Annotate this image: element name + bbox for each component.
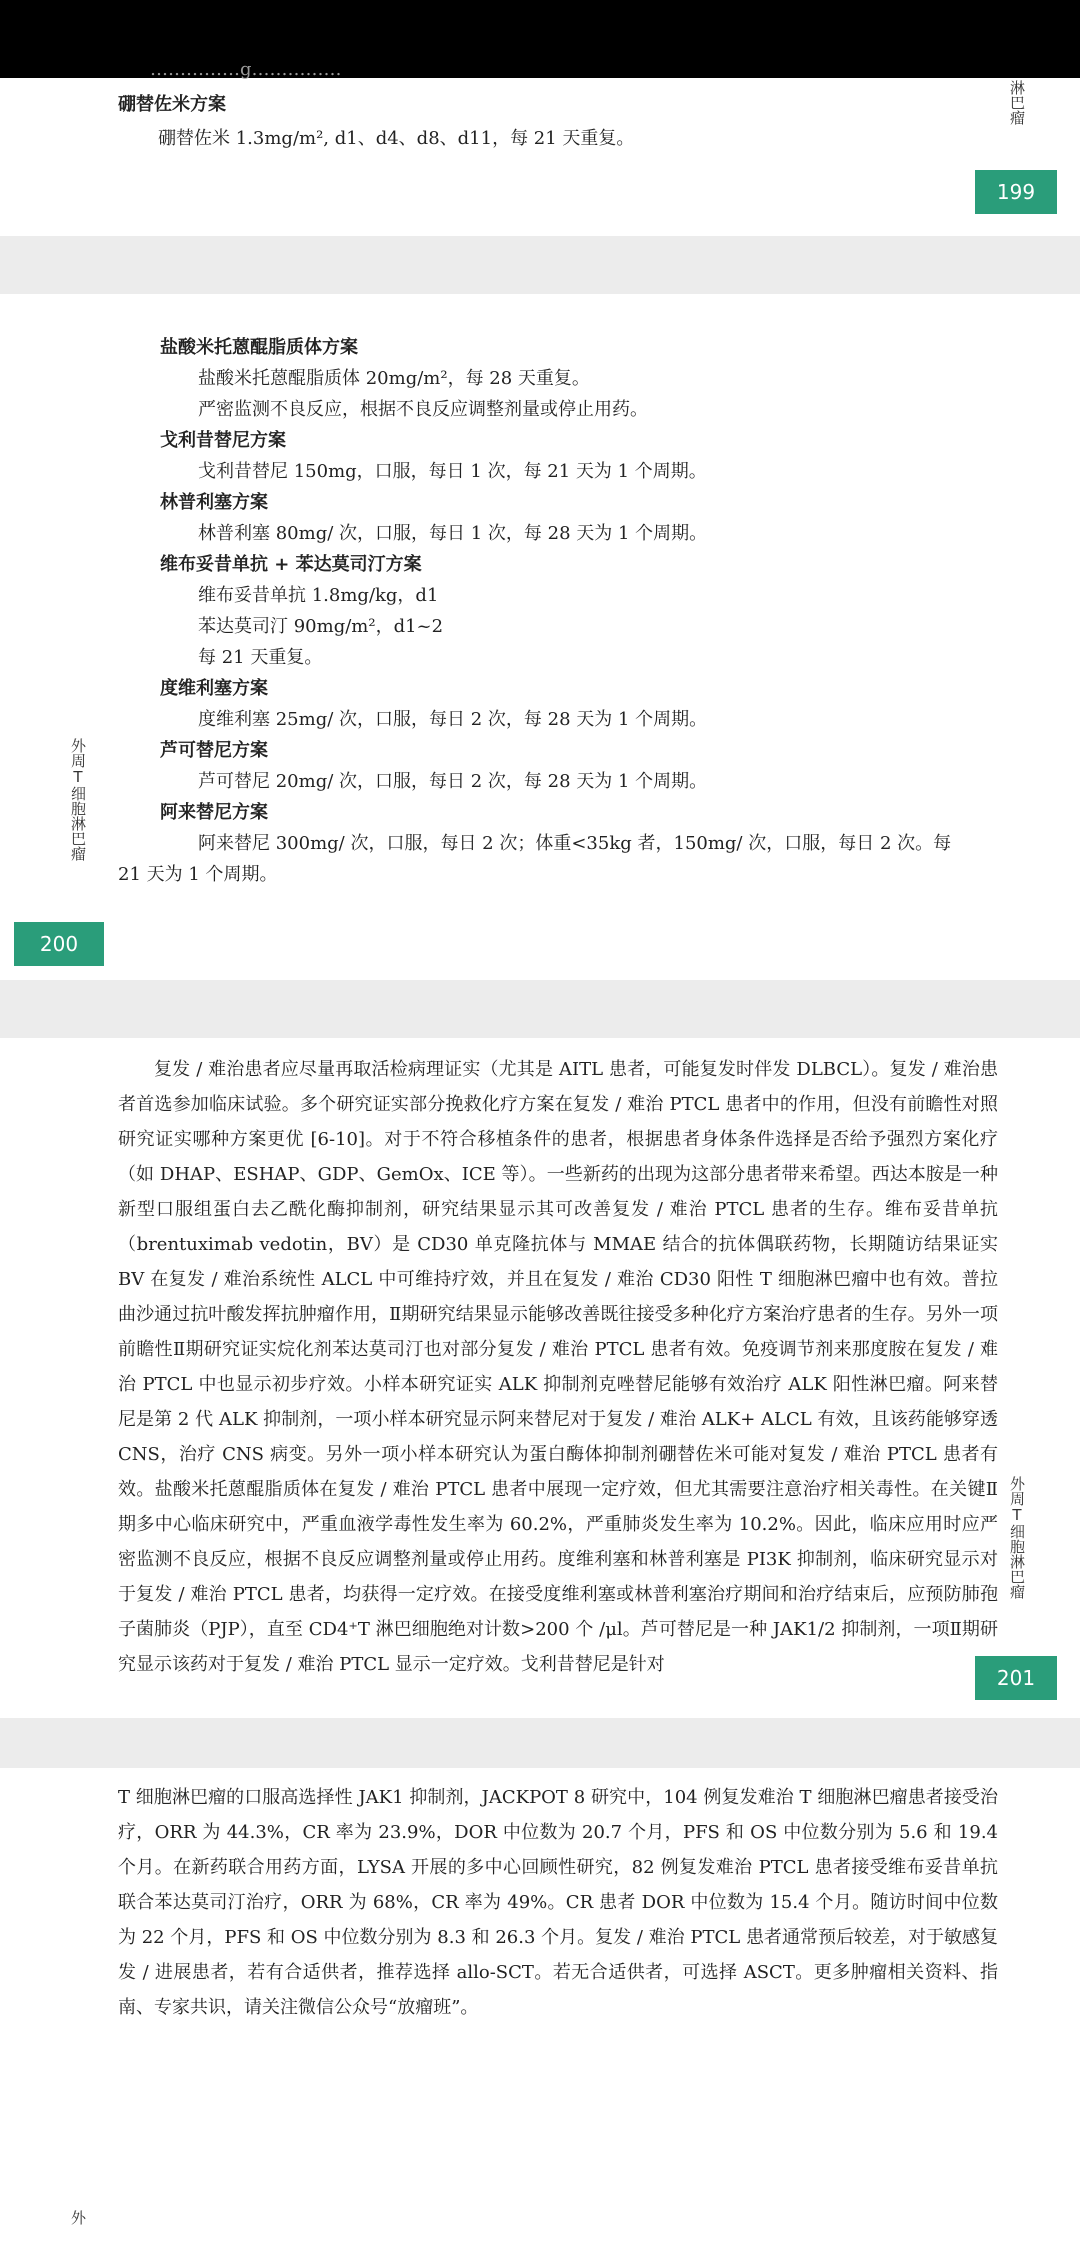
side-label: 外	[69, 2210, 87, 2225]
regimen-heading: 阿来替尼方案	[160, 802, 268, 823]
regimen-line: 戈利昔替尼 150mg，口服，每日 1 次，每 21 天为 1 个周期。	[198, 461, 707, 482]
regimen-line: 苯达莫司汀 90mg/m²，d1~2	[198, 616, 444, 637]
regimen-heading: 维布妥昔单抗 + 苯达莫司汀方案	[160, 554, 422, 575]
paragraph-text: T 细胞淋巴瘤的口服高选择性 JAK1 抑制剂，JACKPOT 8 研究中，104 例复发难治 T 细胞淋巴瘤患者接受治疗，ORR 为 44.3%，CR 率为 23.9%，DOR 中位数为 20.7 个月，PFS 和 OS 中位数分别为 5.6 和 19.4 个月。在新药联合用药方面，LYSA 开展的多中心回顾性研究，82 例复发难治 PTCL 患者接受维布妥昔单抗联合苯达莫司汀治疗，ORR 为 68%，CR 率为 49%。CR 患者 DOR 中位数为 15.4 个月。随访时间中位数为 22 个月，PFS 和 OS 中位数分别为 8.3 和 26.3 个月。复发 / 难治 PTCL 患者通常预后较差，对于敏感复发 / 进展患者，若有合适供者，推荐选择 allo-SCT。若无合适供者，可选择 ASCT。更多肿瘤相关资料、指南、专家共识，请关注微信公众号“放瘤班”。	[118, 1787, 998, 2018]
page-gap	[0, 1718, 1080, 1768]
page-202	[0, 1768, 1080, 2244]
body-paragraph	[118, 1780, 998, 2025]
regimen-heading: 度维利塞方案	[160, 678, 268, 699]
regimen-line: 度维利塞 25mg/ 次，口服，每日 2 次，每 28 天为 1 个周期。	[198, 709, 708, 730]
section-heading: 硼替佐米方案	[118, 94, 226, 115]
cut-line: ……………g……………	[150, 59, 342, 80]
regimen-line: 维布妥昔单抗 1.8mg/kg，d1	[198, 585, 439, 606]
side-label: 外周T细胞淋巴瘤	[1008, 1476, 1026, 1599]
body-paragraph	[118, 1052, 998, 1682]
page-number: 201	[975, 1656, 1057, 1700]
regimen-heading: 林普利塞方案	[160, 492, 268, 513]
regimen-line: 严密监测不良反应，根据不良反应调整剂量或停止用药。	[198, 399, 648, 420]
regimen-line: 芦可替尼 20mg/ 次，口服，每日 2 次，每 28 天为 1 个周期。	[198, 771, 708, 792]
regimen-line: 林普利塞 80mg/ 次，口服，每日 1 次，每 28 天为 1 个周期。	[198, 523, 708, 544]
regimen-heading: 戈利昔替尼方案	[160, 430, 286, 451]
side-label: 淋巴瘤	[1008, 80, 1026, 125]
regimen-line: 阿来替尼 300mg/ 次，口服，每日 2 次；体重<35kg 者，150mg/ 次，口服，每日 2 次。每	[198, 833, 952, 854]
regimen-line: 硼替佐米 1.3mg/m², d1、d4、d8、d11，每 21 天重复。	[158, 128, 635, 149]
page-201	[0, 1038, 1080, 1718]
side-label: 外周T细胞淋巴瘤	[69, 738, 87, 861]
page-200	[0, 294, 1080, 980]
page-number: 200	[14, 922, 104, 966]
regimen-heading: 芦可替尼方案	[160, 740, 268, 761]
regimen-line: 盐酸米托蒽醌脂质体 20mg/m²，每 28 天重复。	[198, 368, 590, 389]
regimen-heading: 盐酸米托蒽醌脂质体方案	[160, 337, 358, 358]
page-gap	[0, 980, 1080, 1038]
page-199	[0, 59, 1080, 236]
page-gap	[0, 236, 1080, 294]
regimen-line: 21 天为 1 个周期。	[118, 864, 278, 885]
regimen-line: 每 21 天重复。	[198, 647, 323, 668]
paragraph-text: 复发 / 难治患者应尽量再取活检病理证实（尤其是 AITL 患者，可能复发时伴发 DLBCL）。复发 / 难治患者首选参加临床试验。多个研究证实部分挽救化疗方案在复发 / 难治 PTCL 患者中的作用，但没有前瞻性对照研究证实哪种方案更优 [6-10]。对于不符合移植条件的患者，根据患者身体条件选择是否给予强烈方案化疗（如 DHAP、ESHAP、GDP、GemOx、ICE 等）。一些新药的出现为这部分患者带来希望。西达本胺是一种新型口服组蛋白去乙酰化酶抑制剂，研究结果显示其可改善复发 / 难治 PTCL 患者的生存。维布妥昔单抗（brentuximab vedotin，BV）是 CD30 单克隆抗体与 MMAE 结合的抗体偶联药物，长期随访结果证实 BV 在复发 / 难治系统性 ALCL 中可维持疗效，并且在复发 / 难治 CD30 阳性 T 细胞淋巴瘤中也有效。普拉曲沙通过抗叶酸发挥抗肿瘤作用，Ⅱ期研究结果显示能够改善既往接受多种化疗方案治疗患者的生存。另外一项前瞻性Ⅱ期研究证实烷化剂苯达莫司汀也对部分复发 / 难治 PTCL 患者有效。免疫调节剂来那度胺在复发 / 难治 PTCL 中也显示初步疗效。小样本研究证实 ALK 抑制剂克唑替尼能够有效治疗 ALK 阳性淋巴瘤。阿来替尼是第 2 代 ALK 抑制剂，一项小样本研究显示阿来替尼对于复发 / 难治 ALK+ ALCL 有效，且该药能够穿透 CNS，治疗 CNS 病变。另外一项小样本研究认为蛋白酶体抑制剂硼替佐米可能对复发 / 难治 PTCL 患者有效。盐酸米托蒽醌脂质体在复发 / 难治 PTCL 患者中展现一定疗效，但尤其需要注意治疗相关毒性。在关键Ⅱ期多中心临床研究中，严重血液学毒性发生率为 60.2%，严重肺炎发生率为 10.2%。因此，临床应用时应严密监测不良反应，根据不良反应调整剂量或停止用药。度维利塞和林普利塞是 PI3K 抑制剂，临床研究显示对于复发 / 难治 PTCL 患者，均获得一定疗效。在接受度维利塞或林普利塞治疗期间和治疗结束后，应预防肺孢子菌肺炎（PJP），直至 CD4⁺T 淋巴细胞绝对计数>200 个 /μl。芦可替尼是一种 JAK1/2 抑制剂，一项Ⅱ期研究显示该药对于复发 / 难治 PTCL 显示一定疗效。戈利昔替尼是针对	[118, 1059, 998, 1675]
page-number: 199	[975, 170, 1057, 214]
